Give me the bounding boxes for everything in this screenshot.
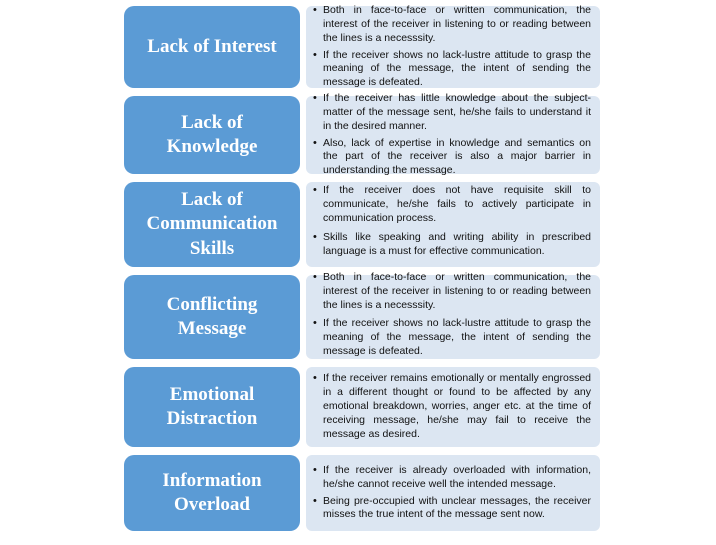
diagram-row xyxy=(0,91,716,177)
list-item: • If the receiver is already overloaded with information, he/she cannot receive well the intended message. xyxy=(313,464,591,492)
list-item: • If the receiver does not have requisite skill to communicate, he/she fails to actively participate in communication process. xyxy=(313,184,591,226)
barrier-label-emotional-distraction xyxy=(124,367,300,447)
list-item: • If the receiver shows no lack-lustre attitude to grasp the meaning of the message, the intent of sending the message is defeated. xyxy=(313,317,591,359)
barrier-label-line: Skills xyxy=(189,237,235,259)
barrier-label-lack-of-interest xyxy=(124,6,300,88)
list-item: • Both in face-to-face or written communication, the interest of the receiver in listening to or reading between the lines is a necesssity. xyxy=(313,271,591,313)
diagram-row xyxy=(0,3,716,89)
detail-list xyxy=(313,271,591,362)
barrier-label-line: Knowledge xyxy=(166,136,258,157)
barrier-detail-information-overload xyxy=(306,455,600,531)
barrier-label-lack-of-communication-skills xyxy=(124,182,300,267)
barrier-label-conflicting-message xyxy=(124,275,300,359)
detail-list xyxy=(313,92,591,178)
diagram-row xyxy=(0,182,716,267)
detail-list xyxy=(313,372,591,441)
detail-list xyxy=(313,184,591,265)
list-item: • Skills like speaking and writing ability in prescribed language is a must for effective communication. xyxy=(313,231,591,259)
list-item: • If the receiver shows no lack-lustre attitude to grasp the meaning of the message, the intent of sending the message is defeated. xyxy=(313,49,591,91)
barrier-detail-emotional-distraction xyxy=(306,367,600,447)
barrier-label-line: Distraction xyxy=(166,408,258,429)
barrier-label-line: Lack of xyxy=(181,111,243,133)
barrier-label-information-overload xyxy=(124,455,300,531)
detail-list xyxy=(313,464,591,522)
barrier-detail-lack-of-interest xyxy=(306,3,600,89)
barrier-label-line: Lack of Interest xyxy=(147,35,277,57)
barrier-label-line: Overload xyxy=(173,494,250,515)
diagram-row xyxy=(0,367,716,447)
list-item: • If the receiver has little knowledge about the subject-matter of the message sent, he/she fails to understand it in the desired manner. xyxy=(313,92,591,134)
barrier-label-lack-of-knowledge xyxy=(124,96,300,174)
list-item: • If the receiver remains emotionally or mentally engrossed in a different thought or found to be affected by any emotional breakdown, worries, anger etc. at the time of receiving message, he/she may fail to receive the message as desired. xyxy=(313,372,591,441)
barrier-detail-lack-of-communication-skills xyxy=(306,182,600,267)
barrier-label-line: Communication xyxy=(146,213,278,235)
detail-list xyxy=(313,4,591,90)
barrier-label-line: Emotional xyxy=(169,383,255,405)
list-item: • Also, lack of expertise in knowledge and semantics on the part of the receiver is also a major barrier in understanding the message. xyxy=(313,137,591,179)
list-item: • Being pre-occupied with unclear messages, the receiver misses the true intent of the message sent now. xyxy=(313,495,591,523)
barrier-label-line: Information xyxy=(162,469,262,491)
barrier-label-line: Message xyxy=(177,318,247,339)
barrier-label-line: Conflicting xyxy=(166,293,258,315)
barrier-detail-lack-of-knowledge xyxy=(306,91,600,177)
diagram-row xyxy=(0,271,716,359)
barrier-label-line: Lack of xyxy=(181,189,243,211)
list-item: • Both in face-to-face or written communication, the interest of the receiver in listening to or reading between the lines is a necesssity. xyxy=(313,4,591,46)
diagram-row xyxy=(0,455,716,531)
barrier-detail-conflicting-message xyxy=(306,271,600,359)
